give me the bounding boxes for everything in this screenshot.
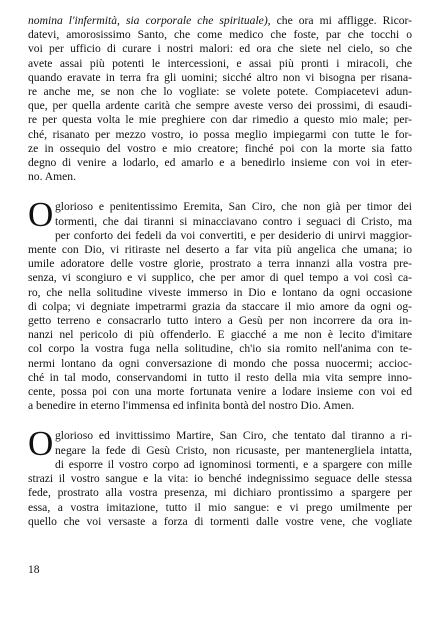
paragraph-line: getto terreno e consacrarlo tutto intero a Gesù per non incorrere da ora in-	[28, 314, 412, 328]
paragraph-line: ze in ossequio del vostro e mio creatore; finché poi con la morte sia fatto	[28, 141, 412, 155]
paragraph-line: glorioso ed invittissimo Martire, San Ciro, che tentato dal tiranno a ri-	[55, 429, 412, 443]
paragraph-gap	[28, 413, 412, 429]
paragraph-line: a benedire in eterno l'immensa ed infinita bontà del nostro Dio. Amen.	[28, 399, 355, 413]
paragraph-line: per conforto dei fedeli da voi convertiti, e per desiderio di unirvi maggior-	[55, 228, 412, 242]
paragraph-line: nermi lontano da ogni conversazione di mondo che possa nuocermi; accioc-	[28, 356, 412, 370]
paragraph-line: nanzi nel pericolo di più offenderlo. E giacché a me non è lecito d'imitare	[28, 328, 412, 342]
paragraph-3	[28, 424, 412, 528]
paragraph-line: ché, risanato per mezzo vostro, io possa meglio impiegarmi con tutte le for-	[28, 127, 412, 141]
paragraph-line: re anche me, se non che lo vogliate: se volete potete. Compiacetevi adun-	[28, 85, 412, 99]
paragraph-line: degno di venire a lodarlo, ed amarlo e a benedirlo insieme con voi in eter-	[28, 156, 412, 170]
line-text: che ora mi affligge. Ricor-	[270, 14, 412, 27]
drop-cap: O	[28, 195, 54, 235]
paragraph-gap	[28, 184, 412, 200]
paragraph-line: avete assai più potenti le intercessioni, e assai più pronti i miracoli, che	[28, 56, 412, 70]
paragraph-line: di esporre il vostro corpo ad ignominosi tormenti, e a spargere con mille	[55, 457, 412, 471]
paragraph-line: senza, vi scongiuro e vi supplico, che per amor di quel tempo a voi così ca-	[28, 271, 412, 285]
paragraph-line: quello che voi versaste a forza di tormenti dalle vostre vene, che vogliate	[28, 514, 412, 528]
italic-phrase: nomina l'infermità, sia corporale che spirituale),	[28, 14, 271, 27]
paragraph-line: fede, prostrato alla vostra presenza, mi dichiaro prontissimo a spargere per	[28, 486, 412, 500]
page-body	[28, 14, 412, 529]
paragraph-line: voi per ufficio di curare i nostri malori: ed ora che siete nel cielo, so che	[28, 42, 412, 56]
paragraph-line: umile adoratore delle vostre glorie, prostrato a terra innanzi alla vostra pre-	[28, 257, 412, 271]
paragraph-line: strazi il vostro sangue e la vita: io benché indegnissimo seguace delle stessa	[28, 472, 412, 486]
paragraph-line: ro, che nella solitudine viveste immerso in Dio e lontano da ogni occasione	[28, 285, 412, 299]
paragraph-line: ché in tal modo, conservandomi in tutto il resto della mia vita sempre inno-	[28, 370, 412, 384]
paragraph-line: negare la fede di Gesù Cristo, non ricusaste, per mantenergliela intatta,	[55, 443, 412, 457]
paragraph-line: di colpa; vi degniate impetrarmi grazia da staccare il mio amore da ogni og-	[28, 299, 412, 313]
paragraph-line: re per questa volta le mie preghiere con dar rimedio a questo mio male; per-	[28, 113, 412, 127]
paragraph-line: essa, a vostra imitazione, tutto il mio sangue: e vi prego umilmente per	[28, 500, 412, 514]
paragraph-2	[28, 195, 412, 413]
paragraph-line: col corpo la vostra fuga nella solitudine, ch'io sia romito nell'anima con te-	[28, 342, 412, 356]
drop-cap: O	[28, 424, 54, 464]
paragraph-line: que, per quella ardente carità che sempre aveste verso dei prossimi, di esaudi-	[28, 99, 412, 113]
paragraph-line: cente, possa poi con una morte fortunata venire a lodare insieme con voi ed	[28, 385, 412, 399]
paragraph-1	[28, 14, 412, 184]
paragraph-line: mente con Dio, vi ritiraste nel deserto a far vita più angelica che umana; io	[28, 243, 412, 257]
paragraph-line: glorioso e penitentissimo Eremita, San Ciro, che non già per timor dei	[55, 200, 412, 214]
paragraph-line: no. Amen.	[28, 170, 76, 184]
paragraph-line	[28, 14, 412, 28]
paragraph-line: datevi, amorosissimo Santo, che come medico che foste, par che tocchi o	[28, 28, 412, 42]
paragraph-line: tormenti, che dai tiranni si minacciavano contro i seguaci di Cristo, ma	[55, 214, 412, 228]
page-number: 18	[28, 563, 40, 576]
paragraph-line: quando eravate in terra fra gli uomini; sicché altro non vi bisogna per risana-	[28, 70, 412, 84]
